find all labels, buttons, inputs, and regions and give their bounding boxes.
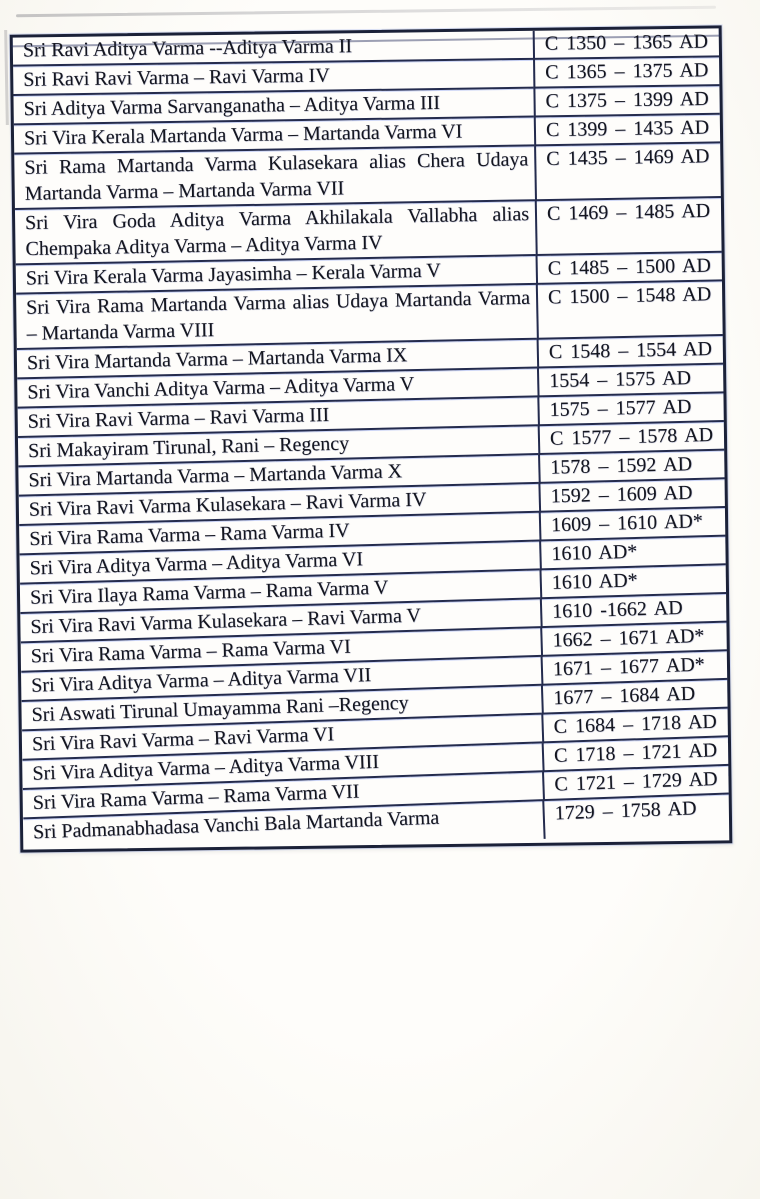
reign-period-cell: 1578 – 1592 AD [538,450,725,484]
reign-period-cell: C 1375 – 1399 AD [533,86,719,118]
ruler-name-cell: Sri Vira Kerala Martanda Varma – Martanda Varma VI [14,117,534,154]
ruler-name-cell: Sri Vira Martanda Varma – Martanda Varma IX [17,340,537,380]
reign-period-cell: C 1435 – 1469 AD [534,143,721,201]
ruler-name-cell: Sri Vira Aditya Varma – Aditya Varma VII [21,657,542,702]
ruler-name-cell: Sri Rama Martanda Varma Kulasekara alias Chera Udaya Martanda Varma – Martanda Varma VII [14,146,535,210]
ruler-name-cell: Sri Ravi Ravi Varma – Ravi Varma IV [13,60,533,96]
reign-period-cell: 1662 – 1671 AD* [540,622,727,657]
ruler-name-cell: Sri Vira Aditya Varma – Aditya Varma VI [19,541,540,584]
scan-artifact-left-line [4,30,9,125]
reign-period-cell: 1554 – 1575 AD [537,364,724,397]
ruler-name-cell: Sri Vira Goda Aditya Varma Akhilakala Vallabha alias Chempaka Aditya Varma – Aditya Varma IV [15,201,536,265]
reign-period-cell: 1729 – 1758 AD [542,794,729,839]
ruler-name-cell: Sri Vira Rama Martanda Varma alias Udaya Martanda Varma – Martanda Varma VIII [16,285,537,350]
ruler-name-cell: Sri Vira Ravi Varma – Ravi Varma VI [22,714,543,760]
reign-period-cell: C 1469 – 1485 AD [535,198,722,256]
ruler-name-cell: Sri Vira Vanchi Aditya Varma – Aditya Varma V [17,368,538,408]
reign-period-cell: C 1718 – 1721 AD [542,737,729,772]
reign-period-cell: 1610 AD* [539,565,726,599]
ruler-name-cell: Sri Vira Aditya Varma – Aditya Varma VIII [22,743,543,790]
ruler-name-cell: Sri Makayiram Tirunal, Rani – Regency [18,426,539,467]
reign-period-cell: 1592 – 1609 AD [538,479,725,513]
reign-period-cell: C 1399 – 1435 AD [534,114,720,146]
ruler-name-cell: Sri Vira Ilaya Rama Varma – Rama Varma V [20,570,541,614]
reign-period-cell: C 1485 – 1500 AD [536,252,723,285]
ruler-name-cell: Sri Vira Martanda Varma – Martanda Varma X [18,455,539,497]
reign-period-cell: 1575 – 1577 AD [537,393,724,426]
scan-artifact-top-line [16,6,716,18]
ruler-name-cell: Sri Aditya Varma Sarvanganatha – Aditya Varma III [13,89,533,126]
reign-period-cell: C 1365 – 1375 AD [533,57,719,89]
reign-period-cell: 1610 -1662 AD [540,594,727,628]
ruler-name-cell: Sri Vira Ravi Varma Kulasekara – Ravi Varma V [20,599,541,643]
rulers-table-body [13,28,730,849]
reign-period-cell: C 1500 – 1548 AD [536,281,723,340]
reign-period-cell: C 1721 – 1729 AD [542,766,729,802]
rulers-table-wrapper [10,25,733,852]
reign-period-cell: 1677 – 1684 AD [541,680,728,715]
ruler-name-cell: Sri Vira Rama Varma – Rama Varma VII [22,772,543,819]
ruler-name-cell: Sri Vira Ravi Varma – Ravi Varma III [17,397,538,438]
reign-period-cell: 1671 – 1677 AD* [541,651,728,686]
ruler-name-cell: Sri Vira Rama Varma – Rama Varma VI [20,628,541,673]
reign-period-cell: 1610 AD* [539,536,726,570]
ruler-name-cell: Sri Aswati Tirunal Umayamma Rani –Regency [21,686,542,732]
ruler-name-cell: Sri Vira Kerala Varma Jayasimha – Kerala Varma V [16,256,536,295]
ruler-name-cell: Sri Ravi Aditya Varma --Aditya Varma II [13,31,533,67]
ruler-name-cell: Sri Padmanabhadasa Vanchi Bala Martanda Varma [32,806,440,844]
reign-period-cell: C 1684 – 1718 AD [541,708,728,743]
rulers-table [13,28,730,849]
ruler-name-cell: Sri Vira Rama Varma – Rama Varma IV [19,513,540,556]
reign-period-cell: C 1548 – 1554 AD [537,336,724,369]
reign-period-cell: 1609 – 1610 AD* [539,508,726,542]
reign-period-cell: C 1577 – 1578 AD [538,422,725,455]
reign-period-cell: C 1350 – 1365 AD [533,28,719,59]
ruler-name-cell: Sri Vira Ravi Varma Kulasekara – Ravi Varma IV [19,484,540,526]
